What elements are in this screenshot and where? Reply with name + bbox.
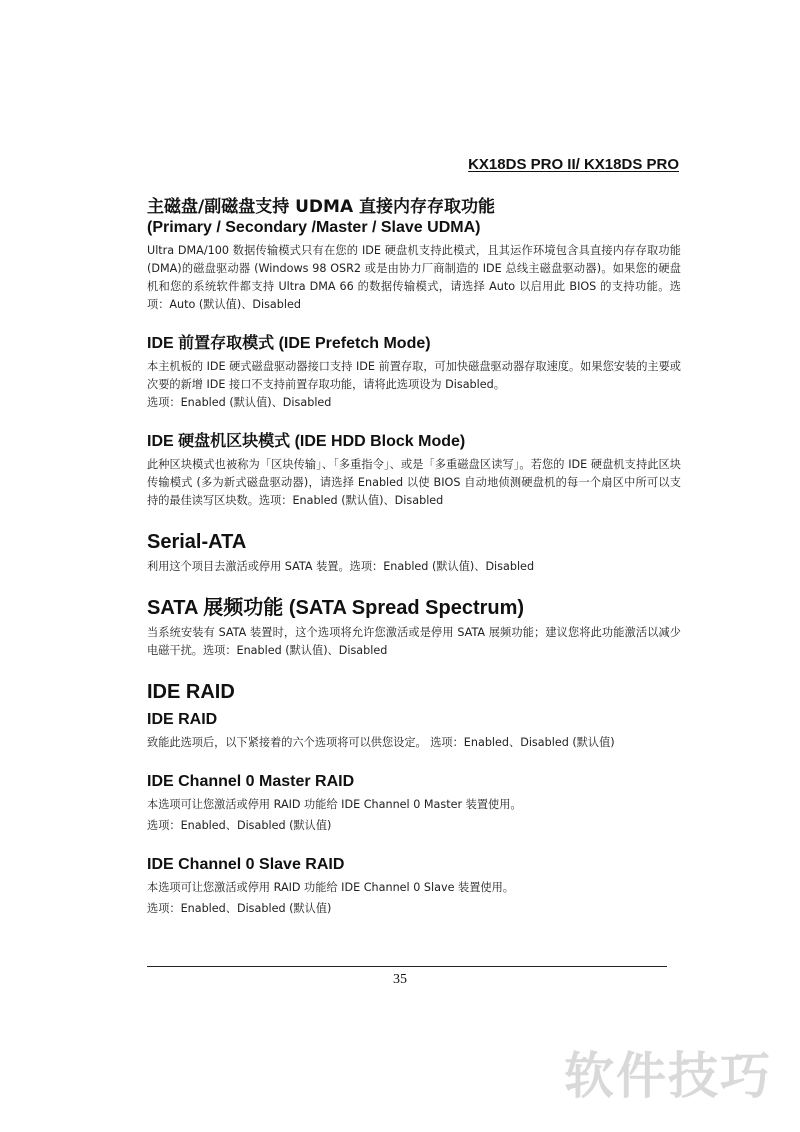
section-options: 选项：Enabled (默认值)、Disabled: [147, 396, 332, 409]
section-subtitle: IDE RAID: [147, 711, 218, 728]
section-options: 选项：Enabled、Disabled (默认值): [147, 902, 332, 915]
section-title: Serial-ATA: [147, 531, 247, 553]
section-channel0-master-raid: [147, 772, 681, 835]
page-number: 35: [393, 972, 407, 987]
section-title: IDE 前置存取模式 (IDE Prefetch Mode): [147, 335, 431, 352]
document-body: [147, 196, 681, 932]
section-ide-hdd-block: [147, 432, 681, 510]
section-serial-ata: [147, 530, 681, 576]
section-sata-spread-spectrum: [147, 596, 681, 660]
section-title: IDE RAID: [147, 681, 235, 703]
section-ide-raid: [147, 680, 681, 752]
section-title: SATA 展频功能 (SATA Spread Spectrum): [147, 597, 525, 619]
section-title-english: (Primary / Secondary /Master / Slave UDMA): [147, 219, 481, 236]
section-channel0-slave-raid: [147, 855, 681, 918]
section-udma: [147, 196, 681, 314]
section-body: 致能此选项后，以下紧接着的六个选项将可以供您设定。 选项：Enabled、Disabled (默认值): [147, 736, 615, 749]
section-title: IDE 硬盘机区块模式 (IDE HDD Block Mode): [147, 433, 466, 450]
section-title: 主磁盘/副磁盘支持 UDMA 直接内存存取功能: [147, 197, 496, 217]
page-header: KX18DS PRO II/ KX18DS PRO: [468, 156, 679, 173]
section-body: 利用这个项目去激活或停用 SATA 装置。选项：Enabled (默认值)、Disabled: [147, 560, 535, 573]
section-body: 本选项可让您激活或停用 RAID 功能给 IDE Channel 0 Master 装置使用。: [147, 798, 522, 811]
footer-divider: [147, 966, 667, 967]
section-ide-prefetch: [147, 334, 681, 412]
section-body: 本选项可让您激活或停用 RAID 功能给 IDE Channel 0 Slave 装置使用。: [147, 881, 514, 894]
section-title: IDE Channel 0 Slave RAID: [147, 856, 345, 873]
section-body: Ultra DMA/100 数据传输模式只有在您的 IDE 硬盘机支持此模式，且其运作环境包含具直接内存存取功能(DMA)的磁盘驱动器 (Windows 98 OSR2 或是由协力厂商制造的 IDE 总线主磁盘驱动器)。如果您的硬盘机和您的系统软件都支持 Ultra DMA 66 的数据传输模式，请选择 Auto 以启用此 BIOS 的支持功能。选项：Auto (默认值)、Disabled: [147, 244, 681, 311]
section-body: 当系统安装有 SATA 装置时，这个选项将允许您激活或是停用 SATA 展频功能；建议您将此功能激活以减少电磁干扰。选项：Enabled (默认值)、Disabled: [147, 626, 681, 657]
section-options: 选项：Enabled、Disabled (默认值): [147, 819, 332, 832]
section-title: IDE Channel 0 Master RAID: [147, 773, 355, 790]
section-body: 本主机板的 IDE 硬式磁盘驱动器接口支持 IDE 前置存取，可加快磁盘驱动器存取速度。如果您安装的主要或次要的新增 IDE 接口不支持前置存取功能，请将此选项设为 Disabled。: [147, 360, 681, 391]
section-body: 此种区块模式也被称为「区块传输」、「多重指令」、或是「多重磁盘区读写」。若您的 IDE 硬盘机支持此区块传输模式 (多为新式磁盘驱动器)，请选择 Enabled 以使 BIOS 自动地侦测硬盘机的每一个扇区中所可以支持的最佳读写区块数。选项：Enabled (默认值)、Disabled: [147, 458, 681, 507]
watermark: 软件技巧: [564, 1047, 772, 1105]
